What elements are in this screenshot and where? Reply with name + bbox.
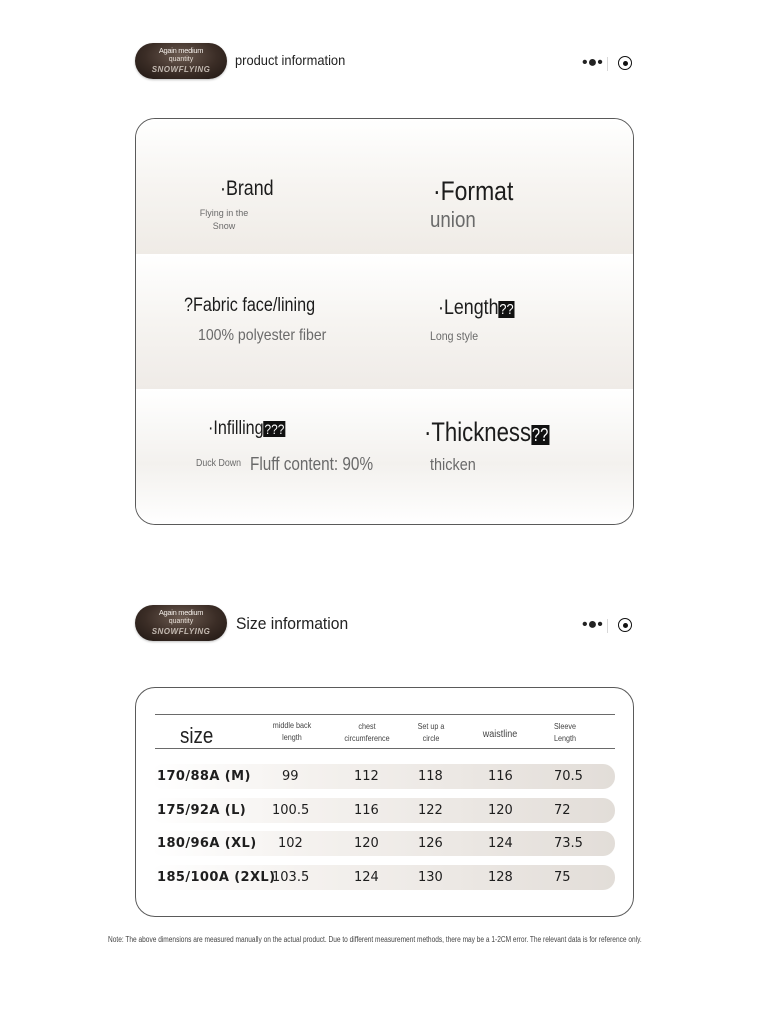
brand-label: ·Brand bbox=[220, 177, 274, 200]
row-waist: 116 bbox=[488, 769, 513, 784]
fabric-value: 100% polyester fiber bbox=[198, 327, 327, 344]
brand-value-line-1: Flying in the bbox=[199, 208, 249, 218]
brand-badge bbox=[135, 43, 227, 79]
header-chest-line-2: circumference bbox=[344, 734, 390, 743]
header-setup-line-2: circle bbox=[422, 734, 440, 743]
format-value: union bbox=[430, 207, 476, 232]
info-band-3 bbox=[136, 389, 633, 525]
brand-badge bbox=[135, 605, 227, 641]
section-title: Size information bbox=[236, 614, 349, 633]
header-divider bbox=[607, 619, 608, 633]
target-icon[interactable] bbox=[618, 618, 632, 632]
thickness-label bbox=[424, 417, 549, 448]
length-value: Long style bbox=[430, 329, 479, 343]
row-waist: 120 bbox=[488, 803, 513, 818]
more-dots-icon[interactable]: •●• bbox=[582, 54, 603, 71]
row-waist: 128 bbox=[488, 870, 513, 885]
info-band-2 bbox=[136, 254, 633, 389]
row-chest: 116 bbox=[354, 803, 379, 818]
measurement-note: Note: The above dimensions are measured manually on the actual product. Due to different measurement methods, there may be a 1-2CM error. The relevant data is for reference only. bbox=[108, 935, 642, 944]
row-sleeve: 70.5 bbox=[554, 769, 583, 784]
badge-line-2: quantity bbox=[168, 618, 194, 625]
format-label: ·Format bbox=[433, 176, 514, 206]
row-back-length: 100.5 bbox=[272, 803, 310, 818]
row-chest: 124 bbox=[354, 870, 379, 885]
length-marks: ?? bbox=[499, 301, 514, 318]
header-chest-line-1: chest bbox=[358, 722, 376, 731]
header-back-length-line-2: length bbox=[282, 733, 302, 742]
info-band-1 bbox=[136, 119, 633, 254]
row-chest: 120 bbox=[354, 836, 379, 851]
product-info-card bbox=[135, 118, 634, 525]
header-back-length bbox=[265, 720, 319, 744]
row-setup: 130 bbox=[418, 870, 443, 885]
fabric-label: ?Fabric face/lining bbox=[184, 295, 316, 316]
table-top-rule bbox=[155, 714, 615, 715]
header-divider bbox=[607, 57, 608, 71]
header-waist: waistline bbox=[482, 729, 518, 740]
infilling-label-text: ·Infilling bbox=[208, 418, 264, 439]
badge-line-1: Again medium bbox=[158, 46, 204, 55]
row-chest: 112 bbox=[354, 769, 379, 784]
header-setup bbox=[409, 721, 454, 745]
row-back-length: 99 bbox=[282, 769, 299, 784]
row-back-length: 102 bbox=[278, 836, 303, 851]
header-size: size bbox=[180, 723, 214, 748]
target-icon[interactable] bbox=[618, 56, 632, 70]
row-size: 170/88A (M) bbox=[157, 769, 251, 784]
row-sleeve: 72 bbox=[554, 803, 571, 818]
row-setup: 126 bbox=[418, 836, 443, 851]
row-size: 185/100A (2XL) bbox=[157, 870, 276, 885]
row-setup: 118 bbox=[418, 769, 443, 784]
infilling-value: Fluff content: 90% bbox=[250, 454, 374, 474]
infilling-value-small: Duck Down bbox=[196, 458, 242, 469]
brand-value-line-2: Snow bbox=[212, 221, 236, 231]
row-sleeve: 75 bbox=[554, 870, 571, 885]
row-size: 175/92A (L) bbox=[157, 803, 247, 818]
row-sleeve: 73.5 bbox=[554, 836, 583, 851]
header-setup-line-1: Set up a bbox=[417, 722, 445, 731]
header-sleeve bbox=[543, 721, 588, 745]
section-title: product information bbox=[235, 52, 346, 68]
more-dots-icon[interactable]: •●• bbox=[582, 616, 603, 633]
badge-logo-text: SNOWFLYING bbox=[151, 627, 211, 636]
row-back-length: 103.5 bbox=[272, 870, 310, 885]
length-label-text: ·Length bbox=[438, 296, 499, 319]
size-table-card bbox=[135, 687, 634, 917]
row-setup: 122 bbox=[418, 803, 443, 818]
brand-value bbox=[191, 207, 257, 233]
infilling-marks: ??? bbox=[264, 421, 285, 437]
header-chest bbox=[336, 721, 399, 745]
badge-line-1: Again medium bbox=[158, 608, 204, 617]
row-size: 180/96A (XL) bbox=[157, 836, 257, 851]
row-waist: 124 bbox=[488, 836, 513, 851]
table-header-rule bbox=[155, 748, 615, 749]
header-sleeve-line-2: Length bbox=[553, 734, 577, 743]
header-back-length-line-1: middle back bbox=[272, 721, 312, 730]
infilling-label bbox=[208, 418, 285, 440]
length-label bbox=[438, 296, 514, 320]
badge-logo-text: SNOWFLYING bbox=[151, 65, 211, 74]
thickness-marks: ?? bbox=[531, 425, 549, 445]
header-sleeve-line-1: Sleeve bbox=[553, 722, 577, 731]
badge-line-2: quantity bbox=[168, 56, 194, 63]
thickness-label-text: ·Thickness bbox=[424, 417, 532, 447]
thickness-value: thicken bbox=[430, 455, 476, 474]
